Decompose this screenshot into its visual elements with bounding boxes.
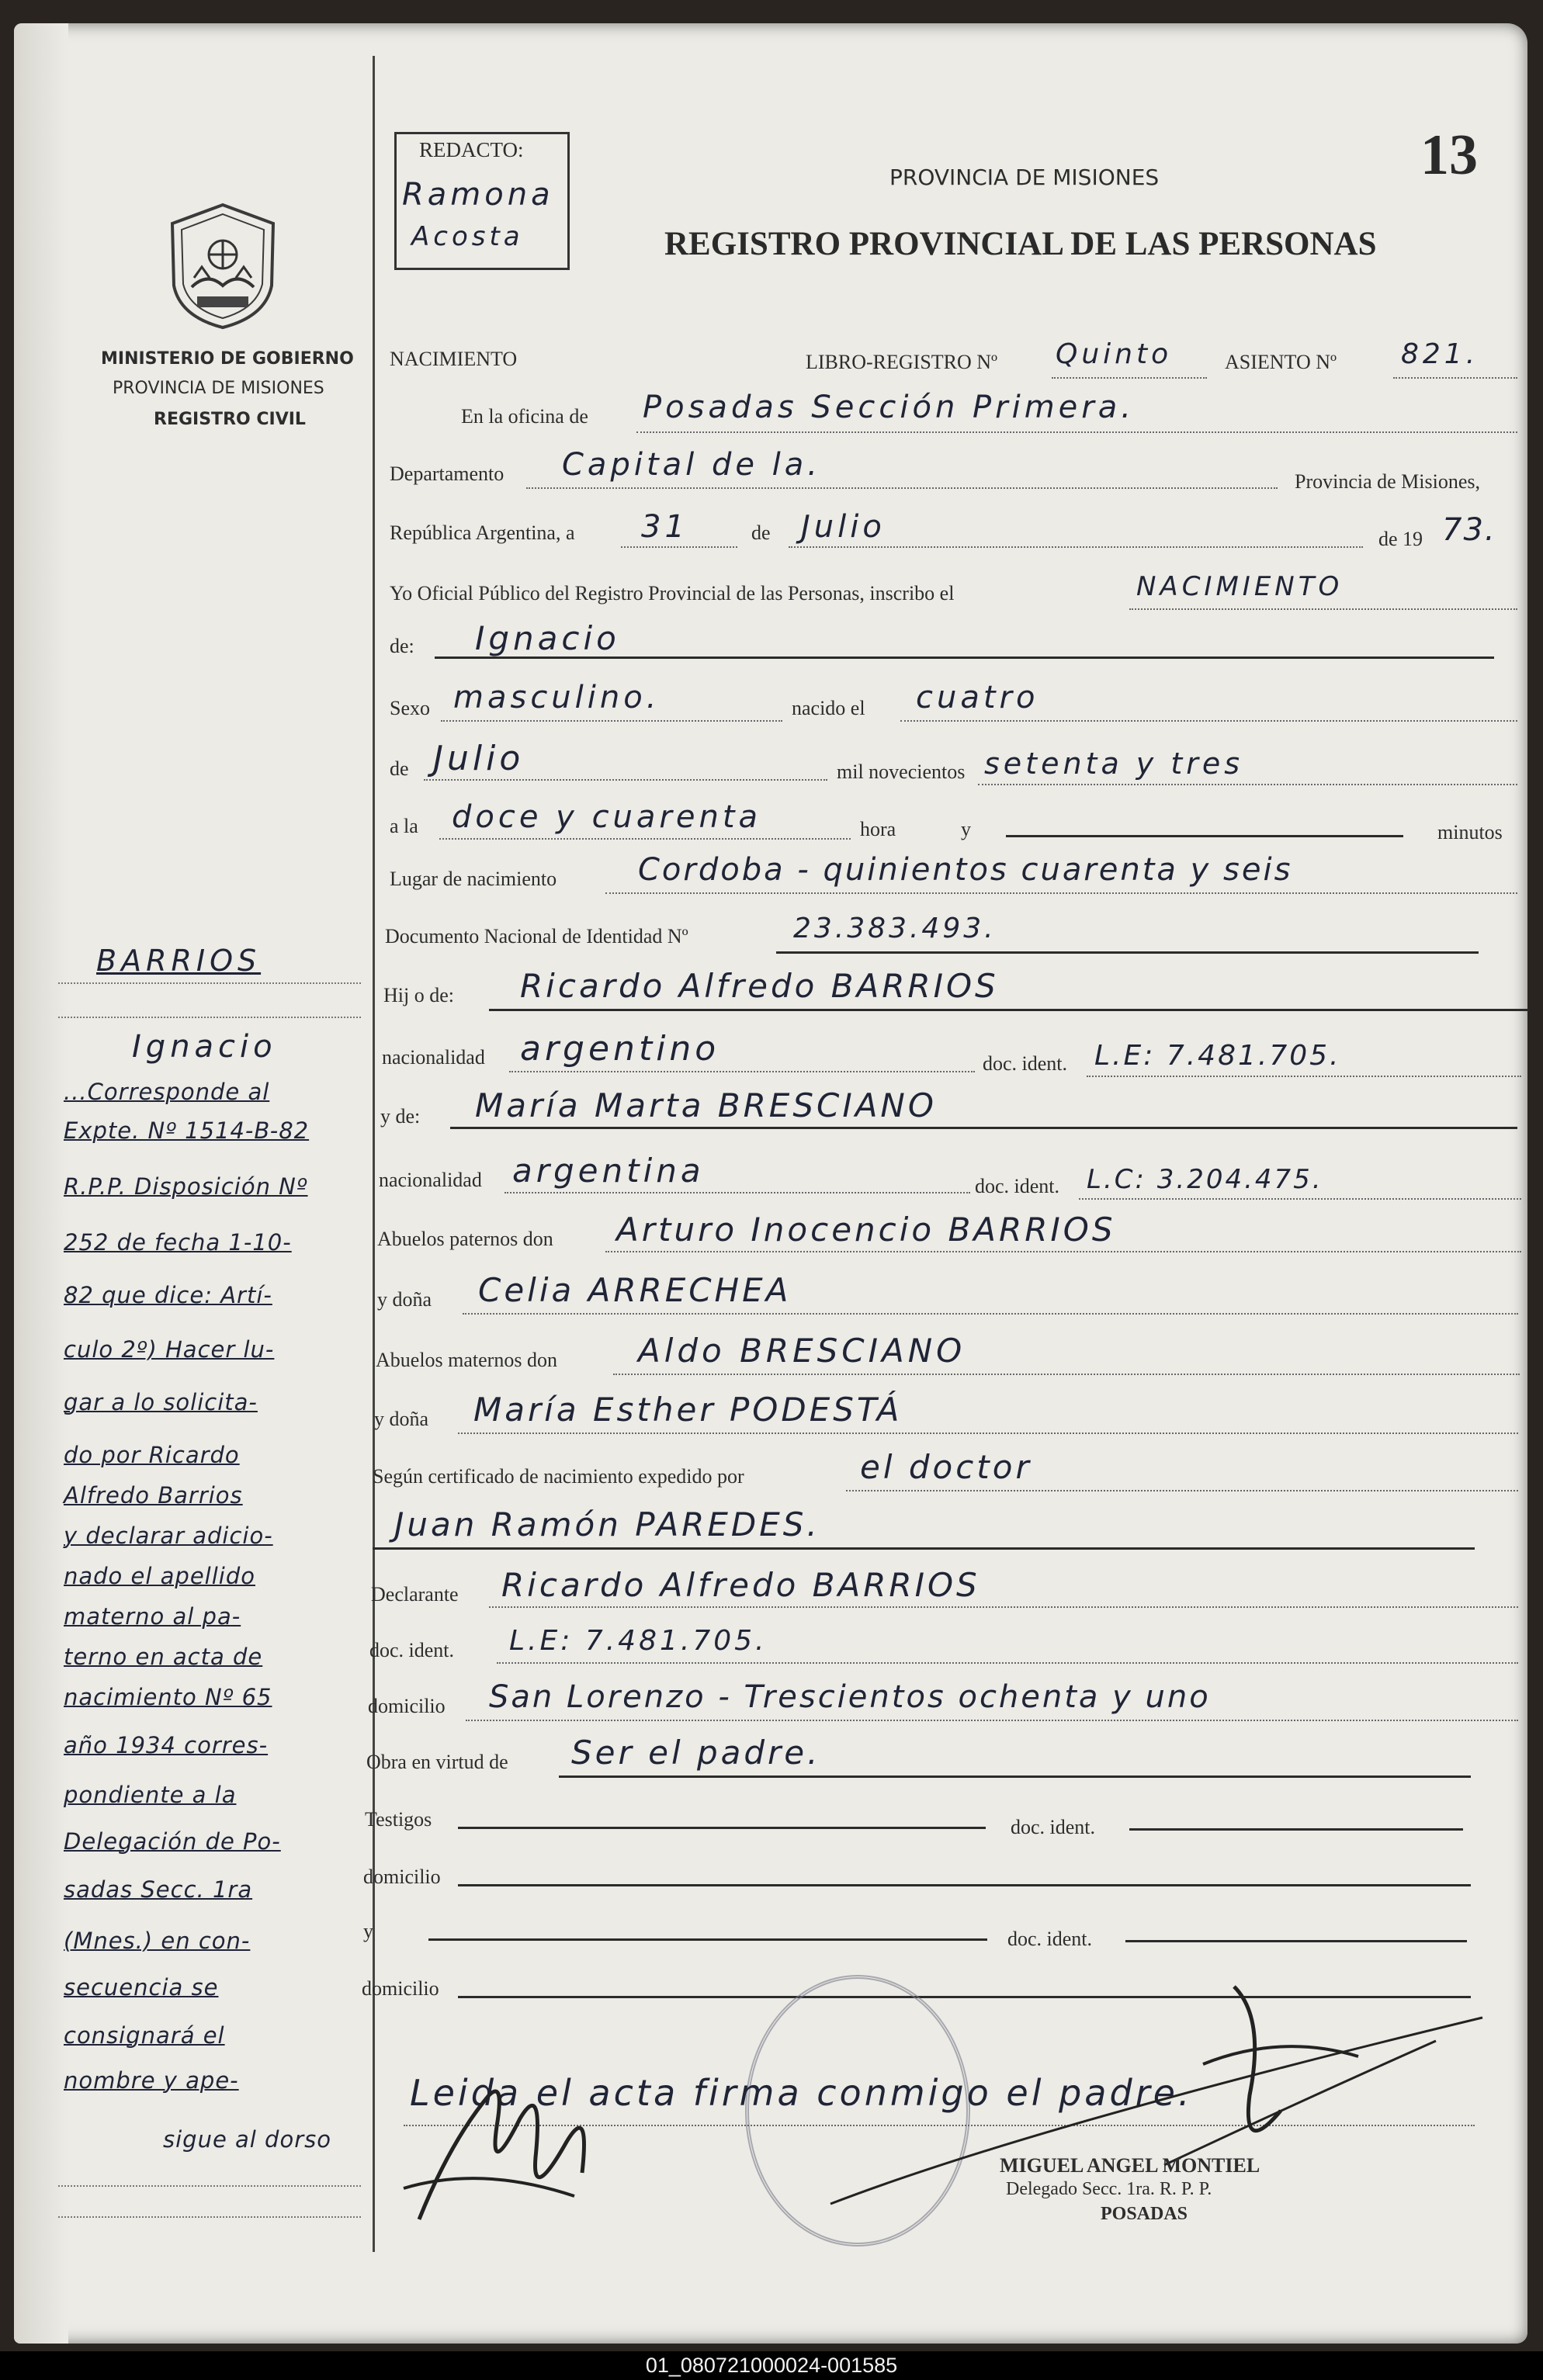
official-city: POSADAS — [1101, 2204, 1188, 2224]
ab-pat-dotted-line — [605, 1251, 1521, 1252]
margin-line: do por Ricardo — [64, 1442, 240, 1468]
doc3-label: doc. ident. — [369, 1639, 455, 1661]
cert-label: Según certificado de nacimiento expedido por — [373, 1465, 744, 1488]
doc3-value: L.E: 7.481.705. — [509, 1625, 768, 1657]
y-label: y — [961, 818, 971, 840]
obra-value: Ser el padre. — [571, 1734, 821, 1772]
registry-title: REGISTRO PROVINCIAL DE LAS PERSONAS — [664, 226, 1377, 262]
departamento-label: Departamento — [390, 462, 505, 485]
margin-line: pondiente a la — [64, 1782, 237, 1808]
official-title: Delegado Secc. 1ra. R. P. P. — [1006, 2179, 1212, 2199]
margin-line: sigue al dorso — [163, 2126, 331, 2153]
dona1-label: y doña — [377, 1288, 432, 1311]
lugar-dotted-line — [605, 892, 1517, 894]
domicilio1-dotted-line — [466, 1720, 1518, 1721]
domicilio3-label: domicilio — [362, 1977, 439, 2000]
minutos-line — [1006, 835, 1403, 837]
libro-dotted-line — [1052, 377, 1207, 379]
testigo2-line — [428, 1938, 987, 1941]
asiento-value: 821. — [1401, 338, 1479, 370]
margin-surname: BARRIOS — [96, 944, 262, 978]
yo-oficial-text: Yo Oficial Público del Registro Provincial de las Personas, inscribo el — [390, 582, 955, 605]
anio-label: de 19 — [1378, 528, 1423, 550]
testigos-line — [458, 1827, 986, 1829]
hijo-label: Hij o de: — [383, 984, 454, 1006]
margin-line: secuencia se — [64, 1974, 219, 2001]
mil-dotted-line — [978, 784, 1517, 785]
madre-line — [450, 1127, 1517, 1129]
margin-rule — [58, 2216, 361, 2218]
de-mes-dotted-line — [424, 779, 827, 781]
margin-line: (Mnes.) en con- — [64, 1928, 251, 1954]
doc2-value: L.C: 3.204.475. — [1087, 1164, 1323, 1195]
a-la-label: a la — [390, 815, 418, 837]
inscribo-dotted-line — [1129, 608, 1517, 610]
oficina-value: Posadas Sección Primera. — [643, 390, 1135, 425]
margin-line: Alfredo Barrios — [64, 1482, 243, 1509]
hora-label: hora — [860, 818, 896, 840]
ab-mat-dotted-line — [613, 1374, 1520, 1375]
page-number: 13 — [1420, 123, 1478, 187]
nacido-dotted-line — [900, 720, 1517, 722]
nac2-dotted-line — [505, 1192, 970, 1193]
dni-value: 23.383.493. — [793, 913, 997, 944]
margin-line: Expte. Nº 1514-B-82 — [64, 1117, 310, 1144]
libro-value: Quinto — [1056, 338, 1173, 370]
medico-value: Juan Ramón PAREDES. — [394, 1505, 820, 1543]
margin-line: consignará el — [64, 2022, 225, 2049]
provincial-emblem-icon — [165, 200, 281, 332]
dona2-value: María Esther PODESTÁ — [473, 1391, 903, 1429]
page-binding-edge — [14, 23, 68, 2344]
ab-pat-value: Arturo Inocencio BARRIOS — [616, 1211, 1116, 1249]
oficina-label: En la oficina de — [461, 405, 588, 428]
hora-dotted-line — [439, 838, 851, 840]
margin-line: ...Corresponde al — [64, 1079, 270, 1105]
margin-line: 82 que dice: Artí- — [64, 1282, 272, 1308]
redacto-name-1: Ramona — [402, 177, 554, 213]
province-title: PROVINCIA DE MISIONES — [889, 165, 1160, 190]
margin-line: y declarar adicio- — [64, 1523, 273, 1549]
dni-label: Documento Nacional de Identidad Nº — [385, 925, 688, 947]
de-mes-label: de — [390, 757, 409, 780]
ab-mat-label: Abuelos maternos don — [376, 1349, 557, 1371]
mil-label: mil novecientos — [837, 760, 966, 783]
sexo-label: Sexo — [390, 697, 430, 719]
dia-value: 31 — [641, 509, 688, 545]
asiento-label: ASIENTO Nº — [1225, 351, 1337, 373]
nac1-dotted-line — [509, 1071, 975, 1072]
sexo-value: masculino. — [453, 680, 661, 715]
domicilio2-label: domicilio — [363, 1866, 441, 1888]
margin-rule — [58, 982, 361, 984]
ministry-line-2: PROVINCIA DE MISIONES — [113, 379, 324, 398]
padre-line — [489, 1009, 1529, 1011]
obra-label: Obra en virtud de — [366, 1751, 508, 1773]
doc4-line — [1129, 1828, 1463, 1831]
nombre-line — [435, 656, 1494, 659]
margin-rule — [58, 2185, 361, 2187]
nac1-value: argentino — [520, 1029, 720, 1069]
official-name: MIGUEL ANGEL MONTIEL — [1000, 2154, 1260, 2177]
domicilio2-line — [458, 1884, 1471, 1886]
domicilio1-label: domicilio — [368, 1695, 446, 1717]
nombre-value: Ignacio — [475, 619, 620, 657]
ab-mat-value: Aldo BRESCIANO — [638, 1332, 966, 1370]
image-caption: 01_080721000024-001585 — [645, 2354, 898, 2377]
declarante-label: Declarante — [371, 1583, 459, 1606]
doc5-line — [1125, 1940, 1467, 1942]
republica-label: República Argentina, a — [390, 521, 575, 544]
doc2-dotted-line — [1079, 1198, 1521, 1200]
doc2-label: doc. ident. — [975, 1175, 1060, 1197]
provincia-label: Provincia de Misiones, — [1295, 470, 1481, 493]
lugar-label: Lugar de nacimiento — [390, 868, 557, 890]
margin-line: gar a lo solicita- — [64, 1389, 258, 1415]
anio-value: 73. — [1442, 512, 1496, 548]
margin-line: nombre y ape- — [64, 2067, 239, 2094]
margin-line: culo 2º) Hacer lu- — [64, 1336, 275, 1363]
y-de-label: y de: — [380, 1105, 421, 1128]
cert-value: el doctor — [860, 1448, 1032, 1486]
sexo-dotted-line — [441, 720, 782, 722]
margin-line: R.P.P. Disposición Nº — [64, 1173, 308, 1200]
dni-line — [776, 951, 1479, 954]
mes-value: Julio — [801, 509, 886, 545]
nac2-value: argentina — [512, 1152, 705, 1190]
margin-line: 252 de fecha 1-10- — [64, 1229, 292, 1256]
mil-value: setenta y tres — [984, 747, 1244, 781]
dona1-dotted-line — [463, 1313, 1518, 1315]
y2-label: y — [363, 1920, 373, 1942]
doc1-dotted-line — [1087, 1076, 1521, 1077]
ministry-line-3: REGISTRO CIVIL — [154, 410, 306, 429]
hora-value: doce y cuarenta — [452, 799, 762, 835]
nac1-label: nacionalidad — [382, 1046, 485, 1069]
doc1-value: L.E: 7.481.705. — [1094, 1040, 1341, 1072]
leida-text: Leida el acta firma conmigo el padre. — [410, 2072, 1193, 2114]
madre-value: María Marta BRESCIANO — [475, 1086, 937, 1124]
domicilio1-value: San Lorenzo - Trescientos ochenta y uno — [489, 1679, 1211, 1715]
declarante-value: Ricardo Alfredo BARRIOS — [501, 1566, 980, 1604]
nacimiento-heading: NACIMIENTO — [390, 348, 518, 370]
margin-line: sadas Secc. 1ra — [64, 1876, 253, 1903]
signature-left-icon — [388, 2049, 652, 2235]
margin-line: nacimiento Nº 65 — [64, 1684, 272, 1710]
doc1-label: doc. ident. — [983, 1052, 1068, 1075]
redacto-label: REDACTO: — [419, 138, 524, 161]
margin-line: materno al pa- — [64, 1603, 241, 1630]
ab-pat-label: Abuelos paternos don — [377, 1228, 553, 1250]
libro-label: LIBRO-REGISTRO Nº — [806, 351, 998, 373]
margin-line: terno en acta de — [64, 1644, 263, 1670]
margin-line: Delegación de Po- — [64, 1828, 281, 1855]
de-mes-value: Julio — [433, 739, 525, 778]
de-label: de — [751, 521, 771, 544]
margin-rule — [58, 1017, 361, 1018]
departamento-value: Capital de la. — [562, 447, 822, 483]
declarante-dotted-line — [489, 1606, 1518, 1608]
inscribo-value: NACIMIENTO — [1136, 571, 1344, 602]
padre-value: Ricardo Alfredo BARRIOS — [520, 967, 999, 1005]
doc5-label: doc. ident. — [1007, 1928, 1093, 1950]
de-nombre-label: de: — [390, 635, 414, 657]
dona2-dotted-line — [458, 1433, 1518, 1434]
ministry-line-1: MINISTERIO DE GOBIERNO — [101, 349, 354, 369]
dona1-value: Celia ARRECHEA — [478, 1271, 792, 1309]
margin-line: nado el apellido — [64, 1563, 255, 1589]
doc4-label: doc. ident. — [1011, 1816, 1096, 1838]
margin-line: año 1934 corres- — [64, 1732, 269, 1758]
nacido-value: cuatro — [916, 680, 1039, 715]
dia-dotted-line — [621, 546, 737, 548]
margin-given-name: Ignacio — [132, 1029, 277, 1065]
medico-line — [373, 1547, 1475, 1550]
obra-line — [559, 1775, 1471, 1778]
dona2-label: y doña — [374, 1408, 429, 1430]
departamento-dotted-line — [526, 487, 1278, 489]
mes-dotted-line — [789, 546, 1363, 548]
oficina-dotted-line — [636, 431, 1517, 433]
asiento-dotted-line — [1393, 377, 1517, 379]
testigos-label: Testigos — [365, 1808, 432, 1831]
cert-dotted-line — [846, 1490, 1518, 1491]
nacido-label: nacido el — [792, 697, 865, 719]
lugar-value: Cordoba - quinientos cuarenta y seis — [638, 852, 1293, 888]
minutos-label: minutos — [1437, 821, 1503, 844]
nac2-label: nacionalidad — [379, 1169, 482, 1191]
doc3-dotted-line — [497, 1662, 1518, 1664]
redacto-name-2: Acosta — [411, 221, 524, 252]
